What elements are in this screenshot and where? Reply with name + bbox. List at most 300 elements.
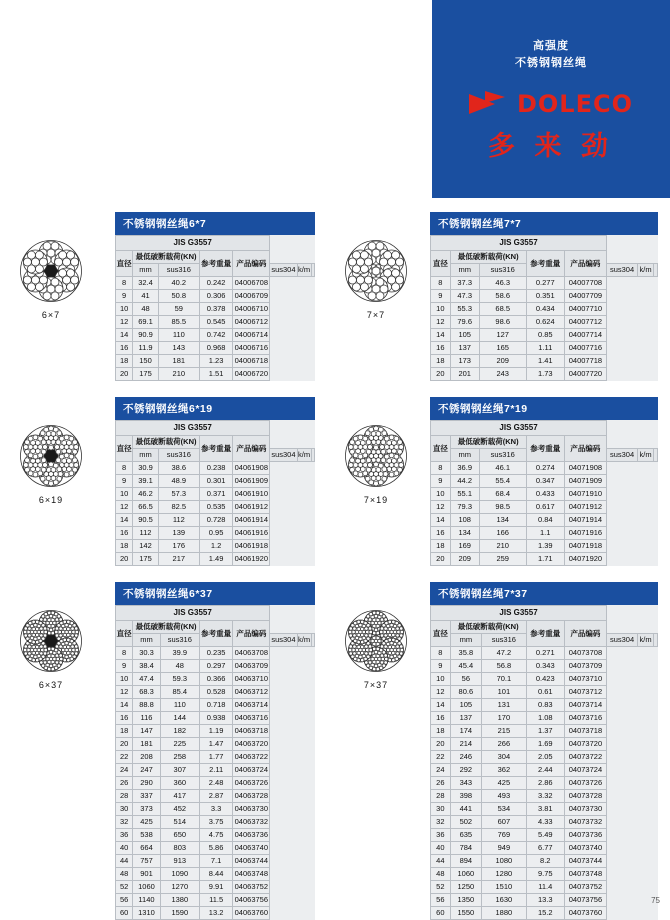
cell-sus316: 30.9 (133, 462, 158, 475)
cell-diameter: 16 (431, 342, 451, 355)
cell-code: 04071914 (564, 514, 606, 527)
cell-diameter: 12 (431, 501, 451, 514)
cell-diameter: 16 (116, 527, 133, 540)
cell-diameter: 10 (116, 488, 133, 501)
cell-weight: 0.271 (526, 647, 564, 660)
cell-weight: 0.306 (199, 290, 232, 303)
cell-code: 04071910 (564, 488, 606, 501)
cell-weight: 2.48 (199, 777, 232, 790)
cell-code: 04071912 (564, 501, 606, 514)
table-row (116, 303, 315, 316)
rope-illustration-7x37 (345, 610, 407, 690)
cell-code: 04073708 (564, 647, 606, 660)
col-unit-kgm: k/m (638, 449, 654, 462)
cell-sus316: 1250 (450, 881, 481, 894)
cell-sus304: 949 (482, 842, 527, 855)
cell-sus316: 56 (450, 673, 481, 686)
cell-code: 04063748 (233, 868, 270, 881)
col-subheader-sus304-b: sus304 (270, 449, 297, 462)
table-row (431, 475, 658, 488)
col-header-weight: 参考重量 (526, 436, 564, 462)
cell-sus304: 39.9 (160, 647, 199, 660)
cell-weight: 1.19 (199, 725, 232, 738)
cell-sus316: 246 (450, 751, 481, 764)
cell-diameter: 26 (116, 777, 133, 790)
cell-weight: 0.423 (526, 673, 564, 686)
cell-weight: 0.95 (199, 527, 232, 540)
cell-sus316: 35.8 (450, 647, 481, 660)
cell-diameter: 9 (431, 290, 451, 303)
rope-illustration-6x37 (20, 610, 82, 690)
table-row (431, 842, 658, 855)
col-header-diameter: 直径 (116, 436, 133, 462)
col-unit-mm: mm (450, 449, 479, 462)
cell-sus304: 98.6 (479, 316, 526, 329)
rope-illustration-7x19 (345, 425, 407, 505)
cell-weight: 1.08 (526, 712, 564, 725)
table-row (431, 329, 658, 342)
cell-diameter: 56 (116, 894, 133, 907)
table-row (431, 881, 658, 894)
cell-sus304: 68.5 (479, 303, 526, 316)
col-unit-kgm: k/m (638, 264, 654, 277)
table-row (116, 829, 315, 842)
cell-sus316: 47.4 (133, 673, 160, 686)
cell-sus304: 50.8 (158, 290, 199, 303)
cell-diameter: 40 (431, 842, 451, 855)
col-unit-mm: mm (133, 449, 158, 462)
table-row (431, 540, 658, 553)
col-header-diameter: 直径 (431, 621, 451, 647)
cell-sus304: 803 (160, 842, 199, 855)
rope-caption: 6×7 (41, 310, 61, 320)
col-header-code-blank (654, 634, 658, 647)
cell-sus304: 176 (158, 540, 199, 553)
cell-weight: 0.434 (526, 303, 564, 316)
cell-diameter: 9 (431, 660, 451, 673)
cell-diameter: 9 (116, 660, 133, 673)
col-header-code-blank (654, 264, 658, 277)
spec-block-7x19 (430, 397, 658, 566)
cell-code: 04007720 (564, 368, 606, 381)
cell-sus316: 79.3 (450, 501, 479, 514)
col-header-code: 产品编码 (233, 621, 270, 647)
table-row (431, 488, 658, 501)
cell-diameter: 30 (116, 803, 133, 816)
table-row (116, 488, 315, 501)
cell-sus304: 360 (160, 777, 199, 790)
cell-sus304: 534 (482, 803, 527, 816)
rope-caption: 7×7 (366, 310, 386, 320)
cell-weight: 3.81 (526, 803, 564, 816)
table-row (431, 894, 658, 907)
cell-sus316: 36.9 (450, 462, 479, 475)
col-header-code-blank (311, 449, 314, 462)
cell-weight: 0.235 (199, 647, 232, 660)
cell-diameter: 44 (431, 855, 451, 868)
cell-diameter: 18 (116, 725, 133, 738)
header-title-line1: 高强度 (533, 40, 569, 52)
cell-sus304: 165 (479, 342, 526, 355)
cell-sus316: 41 (133, 290, 158, 303)
cell-weight: 5.86 (199, 842, 232, 855)
cell-diameter: 56 (431, 894, 451, 907)
brand-chinese-name: 多 来 劲 (487, 131, 614, 161)
col-header-diameter: 直径 (116, 251, 133, 277)
cell-diameter: 14 (431, 514, 451, 527)
cell-sus304: 170 (482, 712, 527, 725)
cell-sus316: 292 (450, 764, 481, 777)
cell-weight: 0.274 (526, 462, 564, 475)
cell-sus304: 258 (160, 751, 199, 764)
cell-sus316: 175 (133, 368, 158, 381)
cell-sus304: 425 (482, 777, 527, 790)
table-row (116, 777, 315, 790)
rope-illustration-6x7 (20, 240, 82, 320)
cell-code: 04073724 (564, 764, 606, 777)
cell-sus316: 784 (450, 842, 481, 855)
table-row (431, 855, 658, 868)
cell-sus304: 650 (160, 829, 199, 842)
spec-block-title: 不锈钢钢丝绳7*19 (430, 397, 658, 420)
cell-sus316: 147 (133, 725, 160, 738)
cell-diameter: 12 (116, 686, 133, 699)
cell-sus304: 1090 (160, 868, 199, 881)
cell-sus304: 1080 (482, 855, 527, 868)
cell-sus304: 514 (160, 816, 199, 829)
cell-diameter: 10 (431, 488, 451, 501)
col-header-weight: 参考重量 (199, 621, 232, 647)
cell-diameter: 12 (431, 686, 451, 699)
cell-sus316: 142 (133, 540, 158, 553)
cell-code: 04073718 (564, 725, 606, 738)
cell-sus316: 137 (450, 342, 479, 355)
table-row (116, 277, 315, 290)
cell-code: 04007710 (564, 303, 606, 316)
table-row (431, 777, 658, 790)
cell-sus304: 59 (158, 303, 199, 316)
table-row (116, 290, 315, 303)
table-row (116, 527, 315, 540)
table-row (431, 673, 658, 686)
cell-diameter: 20 (431, 368, 451, 381)
cell-weight: 1.69 (526, 738, 564, 751)
cell-weight: 1.23 (199, 355, 232, 368)
cell-weight: 8.44 (199, 868, 232, 881)
cell-sus304: 1510 (482, 881, 527, 894)
cell-sus304: 56.8 (482, 660, 527, 673)
table-row (116, 501, 315, 514)
cell-weight: 0.617 (526, 501, 564, 514)
cell-weight: 13.2 (199, 907, 232, 920)
cell-code: 04063718 (233, 725, 270, 738)
cell-diameter: 8 (431, 277, 451, 290)
cell-sus304: 134 (479, 514, 526, 527)
cell-weight: 4.33 (526, 816, 564, 829)
cell-diameter: 20 (116, 553, 133, 566)
cell-sus304: 144 (160, 712, 199, 725)
cell-code: 04061916 (233, 527, 270, 540)
table-row (431, 686, 658, 699)
cell-code: 04073728 (564, 790, 606, 803)
cell-sus304: 85.4 (160, 686, 199, 699)
spec-block-title: 不锈钢钢丝绳6*19 (115, 397, 315, 420)
col-subheader-sus304-b: sus304 (607, 264, 638, 277)
cell-sus316: 247 (133, 764, 160, 777)
cell-sus316: 757 (133, 855, 160, 868)
cell-sus316: 635 (450, 829, 481, 842)
spec-block-title: 不锈钢钢丝绳6*7 (115, 212, 315, 235)
cell-sus316: 290 (133, 777, 160, 790)
table-row (431, 751, 658, 764)
cell-code: 04006709 (233, 290, 270, 303)
table-row (431, 868, 658, 881)
col-header-code-blank (311, 634, 314, 647)
table-row (116, 329, 315, 342)
col-header-breaking-load: 最低破断载荷(KN) (450, 251, 526, 264)
table-row (116, 881, 315, 894)
table-row (431, 501, 658, 514)
brand-latin-name: DOLECO (516, 90, 634, 118)
cell-weight: 11.5 (199, 894, 232, 907)
cell-code: 04071908 (564, 462, 606, 475)
cell-weight: 0.371 (199, 488, 232, 501)
col-header-diameter: 直径 (431, 251, 451, 277)
cell-sus316: 1060 (450, 868, 481, 881)
cell-sus304: 47.2 (482, 647, 527, 660)
rope-cross-section-icon (20, 240, 82, 307)
cell-code: 04006718 (233, 355, 270, 368)
cell-diameter: 18 (116, 540, 133, 553)
cell-sus316: 337 (133, 790, 160, 803)
col-header-code: 产品编码 (564, 621, 606, 647)
cell-sus316: 116 (133, 712, 160, 725)
cell-code: 04063732 (233, 816, 270, 829)
cell-diameter: 24 (431, 764, 451, 777)
cell-sus316: 55.3 (450, 303, 479, 316)
cell-sus304: 304 (482, 751, 527, 764)
cell-sus304: 98.5 (479, 501, 526, 514)
cell-weight: 7.1 (199, 855, 232, 868)
standard-label: JIS G3557 (116, 421, 270, 436)
cell-diameter: 10 (431, 673, 451, 686)
table-row (431, 514, 658, 527)
cell-diameter: 8 (431, 647, 451, 660)
cell-weight: 0.968 (199, 342, 232, 355)
standard-label: JIS G3557 (431, 236, 607, 251)
cell-code: 04063716 (233, 712, 270, 725)
cell-weight: 0.728 (199, 514, 232, 527)
cell-sus304: 55.4 (479, 475, 526, 488)
col-subheader-sus316-b: sus316 (479, 449, 526, 462)
rope-cross-section-icon (345, 610, 407, 677)
cell-sus316: 39.1 (133, 475, 158, 488)
cell-diameter: 16 (431, 527, 451, 540)
cell-weight: 0.61 (526, 686, 564, 699)
cell-diameter: 20 (116, 368, 133, 381)
table-row (431, 368, 658, 381)
col-header-weight: 参考重量 (199, 436, 232, 462)
cell-weight: 1.51 (199, 368, 232, 381)
cell-weight: 3.75 (199, 816, 232, 829)
cell-diameter: 22 (116, 751, 133, 764)
cell-sus316: 214 (450, 738, 481, 751)
table-row (116, 816, 315, 829)
cell-code: 04063709 (233, 660, 270, 673)
table-row (431, 527, 658, 540)
cell-sus316: 343 (450, 777, 481, 790)
cell-weight: 1.47 (199, 738, 232, 751)
doleco-arrow-icon (469, 91, 513, 117)
cell-weight: 3.3 (199, 803, 232, 816)
cell-sus304: 210 (158, 368, 199, 381)
cell-sus316: 173 (450, 355, 479, 368)
cell-diameter: 14 (431, 699, 451, 712)
col-subheader-sus316-b: sus316 (158, 264, 199, 277)
cell-code: 04071918 (564, 540, 606, 553)
cell-code: 04073710 (564, 673, 606, 686)
table-row (431, 647, 658, 660)
col-header-breaking-load: 最低破断载荷(KN) (133, 621, 200, 634)
spec-block-6x19 (115, 397, 315, 566)
cell-weight: 1.73 (526, 368, 564, 381)
rope-caption: 6×19 (38, 495, 64, 505)
cell-diameter: 60 (116, 907, 133, 920)
table-row (431, 725, 658, 738)
cell-code: 04007716 (564, 342, 606, 355)
cell-sus304: 40.2 (158, 277, 199, 290)
cell-sus304: 182 (160, 725, 199, 738)
cell-sus304: 209 (479, 355, 526, 368)
cell-sus304: 57.3 (158, 488, 199, 501)
cell-sus304: 46.3 (479, 277, 526, 290)
cell-sus316: 169 (450, 540, 479, 553)
cell-sus304: 1880 (482, 907, 527, 920)
cell-diameter: 18 (431, 355, 451, 368)
spec-block-6x37 (115, 582, 315, 920)
col-header-weight: 参考重量 (526, 251, 564, 277)
cell-weight: 0.545 (199, 316, 232, 329)
table-row (116, 842, 315, 855)
cell-sus316: 112 (133, 527, 158, 540)
cell-weight: 2.44 (526, 764, 564, 777)
cell-weight: 0.347 (526, 475, 564, 488)
cell-diameter: 32 (116, 816, 133, 829)
cell-sus316: 1140 (133, 894, 160, 907)
rope-cross-section-icon (345, 240, 407, 307)
col-header-breaking-load: 最低破断载荷(KN) (450, 621, 526, 634)
cell-sus316: 30.3 (133, 647, 160, 660)
cell-weight: 0.718 (199, 699, 232, 712)
cell-code: 04073722 (564, 751, 606, 764)
cell-diameter: 48 (431, 868, 451, 881)
cell-sus304: 769 (482, 829, 527, 842)
cell-code: 04006712 (233, 316, 270, 329)
table-row (431, 355, 658, 368)
cell-code: 04063714 (233, 699, 270, 712)
cell-sus304: 1380 (160, 894, 199, 907)
cell-sus316: 46.2 (133, 488, 158, 501)
cell-sus316: 66.5 (133, 501, 158, 514)
cell-sus304: 217 (158, 553, 199, 566)
cell-weight: 1.49 (199, 553, 232, 566)
cell-code: 04063736 (233, 829, 270, 842)
cell-sus304: 452 (160, 803, 199, 816)
cell-sus304: 166 (479, 527, 526, 540)
cell-code: 04061914 (233, 514, 270, 527)
cell-diameter: 14 (116, 329, 133, 342)
col-subheader-sus316-b: sus316 (482, 634, 527, 647)
cell-sus316: 538 (133, 829, 160, 842)
cell-diameter: 16 (116, 712, 133, 725)
rope-caption: 7×19 (363, 495, 389, 505)
table-row (116, 738, 315, 751)
cell-weight: 0.83 (526, 699, 564, 712)
header-banner (432, 0, 670, 198)
cell-sus316: 137 (450, 712, 481, 725)
table-row (116, 907, 315, 920)
cell-sus316: 502 (450, 816, 481, 829)
col-unit-mm: mm (450, 634, 481, 647)
cell-code: 04063710 (233, 673, 270, 686)
cell-code: 04073756 (564, 894, 606, 907)
cell-weight: 1.37 (526, 725, 564, 738)
col-unit-kgm: k/m (297, 264, 311, 277)
cell-code: 04073740 (564, 842, 606, 855)
cell-diameter: 20 (431, 738, 451, 751)
cell-diameter: 28 (431, 790, 451, 803)
table-row (431, 829, 658, 842)
cell-weight: 0.378 (199, 303, 232, 316)
cell-sus304: 139 (158, 527, 199, 540)
cell-sus316: 44.2 (450, 475, 479, 488)
cell-sus316: 47.3 (450, 290, 479, 303)
cell-code: 04073712 (564, 686, 606, 699)
cell-weight: 13.3 (526, 894, 564, 907)
cell-weight: 0.277 (526, 277, 564, 290)
brand-logo (432, 90, 670, 163)
cell-diameter: 14 (431, 329, 451, 342)
cell-diameter: 12 (116, 316, 133, 329)
table-row (431, 907, 658, 920)
cell-weight: 6.77 (526, 842, 564, 855)
standard-label: JIS G3557 (116, 236, 270, 251)
col-header-breaking-load: 最低破断载荷(KN) (133, 251, 200, 264)
cell-sus304: 215 (482, 725, 527, 738)
cell-diameter: 52 (431, 881, 451, 894)
cell-sus316: 37.3 (450, 277, 479, 290)
cell-sus316: 45.4 (450, 660, 481, 673)
cell-sus304: 225 (160, 738, 199, 751)
cell-weight: 0.433 (526, 488, 564, 501)
cell-weight: 0.297 (199, 660, 232, 673)
cell-code: 04063744 (233, 855, 270, 868)
cell-sus304: 48.9 (158, 475, 199, 488)
cell-weight: 4.75 (199, 829, 232, 842)
table-row (116, 855, 315, 868)
spec-block-7x37 (430, 582, 658, 920)
cell-code: 04071909 (564, 475, 606, 488)
table-row (431, 660, 658, 673)
col-subheader-sus304-b: sus304 (607, 634, 638, 647)
cell-code: 04063724 (233, 764, 270, 777)
cell-weight: 0.366 (199, 673, 232, 686)
table-row (116, 790, 315, 803)
rope-caption: 7×37 (363, 680, 389, 690)
cell-diameter: 9 (116, 290, 133, 303)
cell-sus304: 493 (482, 790, 527, 803)
cell-diameter: 18 (431, 725, 451, 738)
